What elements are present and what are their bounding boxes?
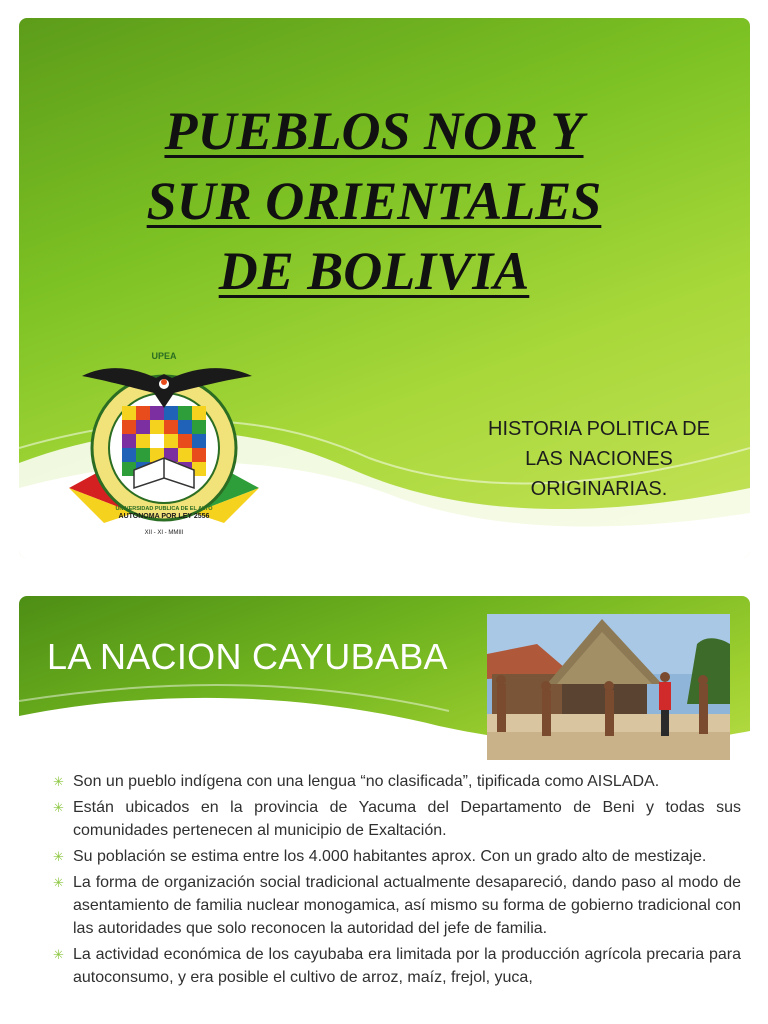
list-item (37, 943, 741, 989)
logo-top-text: UPEA (151, 351, 177, 361)
content-slide (19, 596, 750, 1024)
bullet-text: Están ubicados en la provincia de Yacuma del Departamento de Beni y todas sus comunidades pertenecen al municipio de Exaltación. (73, 799, 741, 839)
logo-date-text: XII - XI - MMIII (144, 530, 184, 536)
logo-bottom-text: AUTONOMA POR LEY 2556 (118, 513, 210, 520)
village-photo (487, 614, 730, 760)
bullet-text: Son un pueblo indígena con una lengua “no clasificada”, tipificada como AISLADA. (73, 773, 660, 790)
slide-title (109, 96, 639, 306)
subtitle-line-2: LAS NACIONES (525, 448, 673, 470)
list-item (37, 770, 741, 793)
subtitle-line-3: ORIGINARIAS. (530, 478, 668, 500)
title-line-2: SUR ORIENTALES (146, 171, 602, 231)
title-slide (19, 18, 750, 558)
bullet-text: La forma de organización social tradicional actualmente desapareció, dando paso al modo de asentamiento de familia nuclear monogamica, así mismo su forma de gobierno tradicional con las autoridades que solo reconocen la autoridad del jefe de familia. (73, 874, 741, 937)
bullet-text: Su población se estima entre los 4.000 habitantes aprox. Con un grado alto de mestizaje. (73, 848, 707, 865)
list-item (37, 871, 741, 940)
university-logo (64, 338, 264, 538)
bullet-list (37, 770, 741, 992)
title-line-3: DE BOLIVIA (218, 241, 530, 301)
slide-heading: LA NACION CAYUBABA (47, 636, 448, 677)
bullet-star-icon: ✳ (53, 800, 64, 815)
bullet-star-icon: ✳ (53, 849, 64, 864)
title-line-1: PUEBLOS NOR Y (164, 101, 584, 161)
logo-ring-text: UNIVERSIDAD PUBLICA DE EL ALTO (115, 506, 213, 512)
bullet-text: La actividad económica de los cayubaba era limitada por la producción agrícola precaria para autoconsumo, y era posible el cultivo de arroz, maíz, frejol, yuca, (73, 946, 741, 986)
list-item (37, 796, 741, 842)
bullet-star-icon: ✳ (53, 947, 64, 962)
bullet-star-icon: ✳ (53, 774, 64, 789)
slide-subtitle (449, 414, 749, 504)
list-item (37, 845, 741, 868)
bullet-star-icon: ✳ (53, 875, 64, 890)
subtitle-line-1: HISTORIA POLITICA DE (488, 418, 710, 440)
